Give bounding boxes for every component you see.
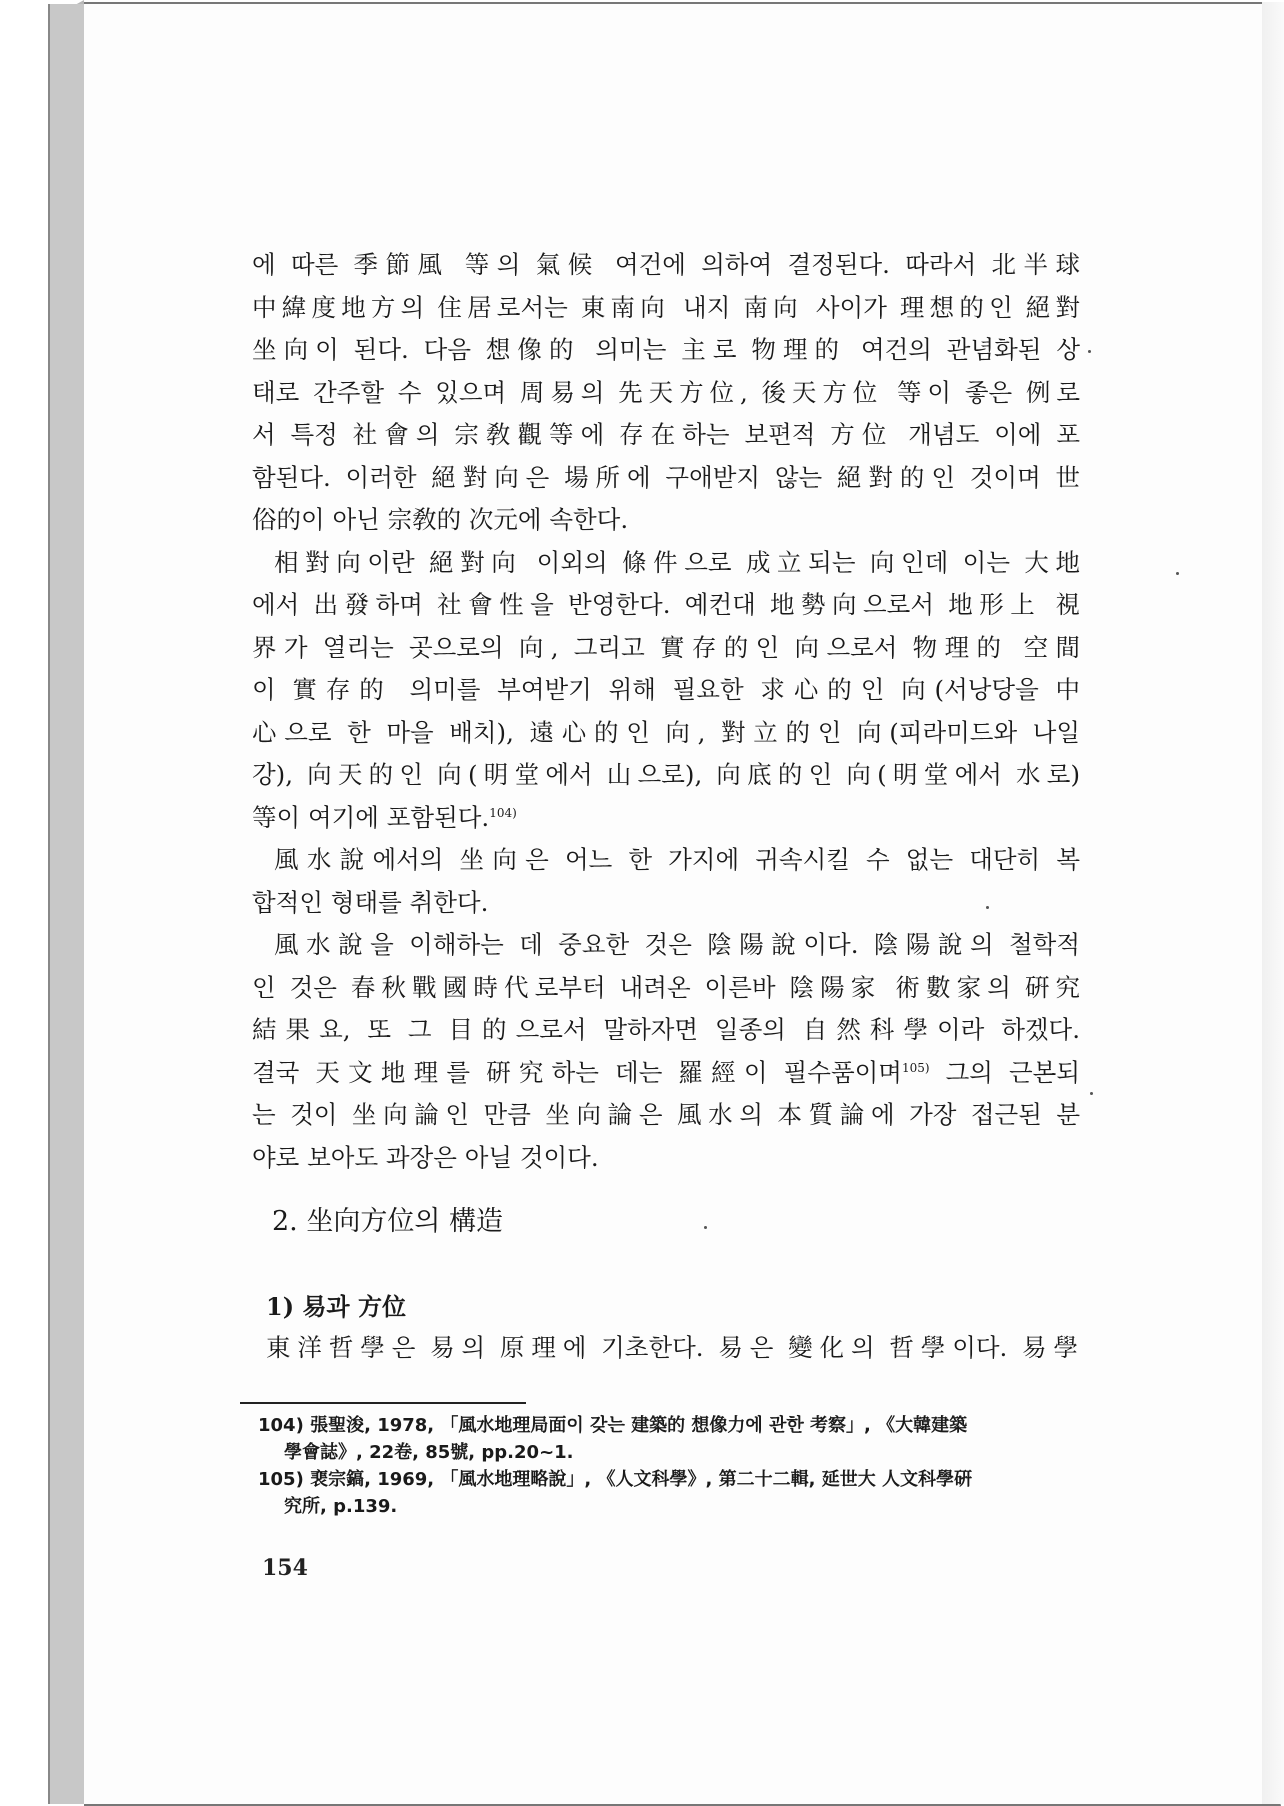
footnote-text: 張聖浚, 1978, 「風水地理局面이 갖는 建築的 想像力에 관한 考察」, 《大韓建築: [310, 1415, 968, 1436]
text-line: 風水說을 이해하는 데 중요한 것은 陰陽說이다. 陰陽說의 철학적: [274, 930, 1080, 959]
footnote-105: [258, 1466, 1078, 1520]
text-fragment: 결국 天文地理를 硏究하는 데는 羅經이 필수품이며: [252, 1057, 902, 1087]
text-line: 에 따른 季節風 等의 氣候 여건에 의하여 결정된다. 따라서 北半球: [252, 250, 1080, 279]
page-edge-shadow: [1262, 2, 1284, 1804]
text-line: 는 것이 坐向論인 만큼 坐向論은 風水의 本質論에 가장 접근된 분: [252, 1100, 1080, 1129]
footnote-104: [258, 1412, 1078, 1466]
page-number: 154: [262, 1555, 308, 1581]
text-line: [252, 797, 1080, 840]
print-speck: [1090, 1092, 1093, 1095]
text-line: 야로 보아도 과장은 아닐 것이다.: [252, 1142, 599, 1172]
text-line: 俗的이 아닌 宗敎的 次元에 속한다.: [252, 505, 629, 534]
text-line: 함된다. 이러한 絕對向은 場所에 구애받지 않는 絕對的인 것이며 世: [252, 462, 1080, 492]
print-speck: [704, 1226, 707, 1229]
sub-heading: 1) 易과 方位: [266, 1292, 406, 1321]
print-speck: [986, 906, 989, 909]
text-line: 風水說에서의 坐向은 어느 한 가지에 귀속시킬 수 없는 대단히 복: [274, 845, 1080, 874]
text-line: [252, 1052, 1080, 1095]
paragraph-line: 東洋哲學은 易의 原理에 기초한다. 易은 變化의 哲學이다. 易學: [266, 1333, 1078, 1362]
section-heading: 2. 坐向方位의 構造: [272, 1206, 504, 1237]
text-line: 강), 向天的인 向(明堂에서 山으로), 向底的인 向(明堂에서 水로): [252, 760, 1080, 789]
footnote-ref-105: 105): [901, 1060, 930, 1075]
text-line: 서 특정 社會의 宗敎觀等에 存在하는 보편적 方位 개념도 이에 포: [252, 420, 1080, 449]
text-line: 相對向이란 絕對向 이외의 條件으로 成立되는 向인데 이는 大地: [274, 547, 1080, 577]
footnote-ref-104: 104): [489, 805, 517, 820]
text-line: 界가 열리는 곳으로의 向, 그리고 實存的인 向으로서 物理的 空間: [252, 632, 1080, 662]
text-line: 中緯度地方의 住居로서는 東南向 내지 南向 사이가 理想的인 絕對: [252, 292, 1080, 322]
text-line: 坐向이 된다. 다음 想像的 의미는 主로 物理的 여건의 관념화된 상: [252, 335, 1080, 364]
text-line: 태로 간주할 수 있으며 周易의 先天方位, 後天方位 等이 좋은 例로: [252, 377, 1080, 407]
book-spine: [48, 4, 88, 1804]
footnote-number: 105): [258, 1469, 304, 1490]
footnotes: [258, 1412, 1078, 1520]
text-line: 心으로 한 마을 배치), 遠心的인 向, 對立的인 向(피라미드와 나일: [252, 717, 1080, 747]
body-text: [252, 244, 1080, 1179]
text-line: 結果요, 또 그 目的으로서 말하자면 일종의 自然科學이라 하겠다.: [252, 1015, 1080, 1044]
text-fragment: 等이 여기에 포함된다.: [252, 802, 490, 832]
footnote-divider: [240, 1402, 526, 1404]
footnote-text: 學會誌》, 22卷, 85號, pp.20~1.: [284, 1442, 574, 1463]
print-speck: [1088, 350, 1091, 353]
text-line: 에서 出發하며 社會性을 반영한다. 예컨대 地勢向으로서 地形上 視: [252, 590, 1080, 619]
footnote-text: 裵宗鎬, 1969, 「風水地理略說」, 《人文科學》, 第二十二輯, 延世大 人文科學硏: [310, 1469, 972, 1490]
footnote-number: 104): [258, 1415, 304, 1436]
text-line: 인 것은 春秋戰國時代로부터 내려온 이른바 陰陽家 術數家의 硏究: [252, 972, 1080, 1002]
text-line: 이 實存的 의미를 부여받기 위해 필요한 求心的인 向(서낭당을 中: [252, 675, 1080, 704]
print-speck: [1176, 572, 1179, 575]
footnote-text: 究所, p.139.: [284, 1496, 398, 1517]
text-line: 합적인 형태를 취한다.: [252, 887, 489, 917]
text-fragment: 그의 근본되: [945, 1057, 1080, 1087]
